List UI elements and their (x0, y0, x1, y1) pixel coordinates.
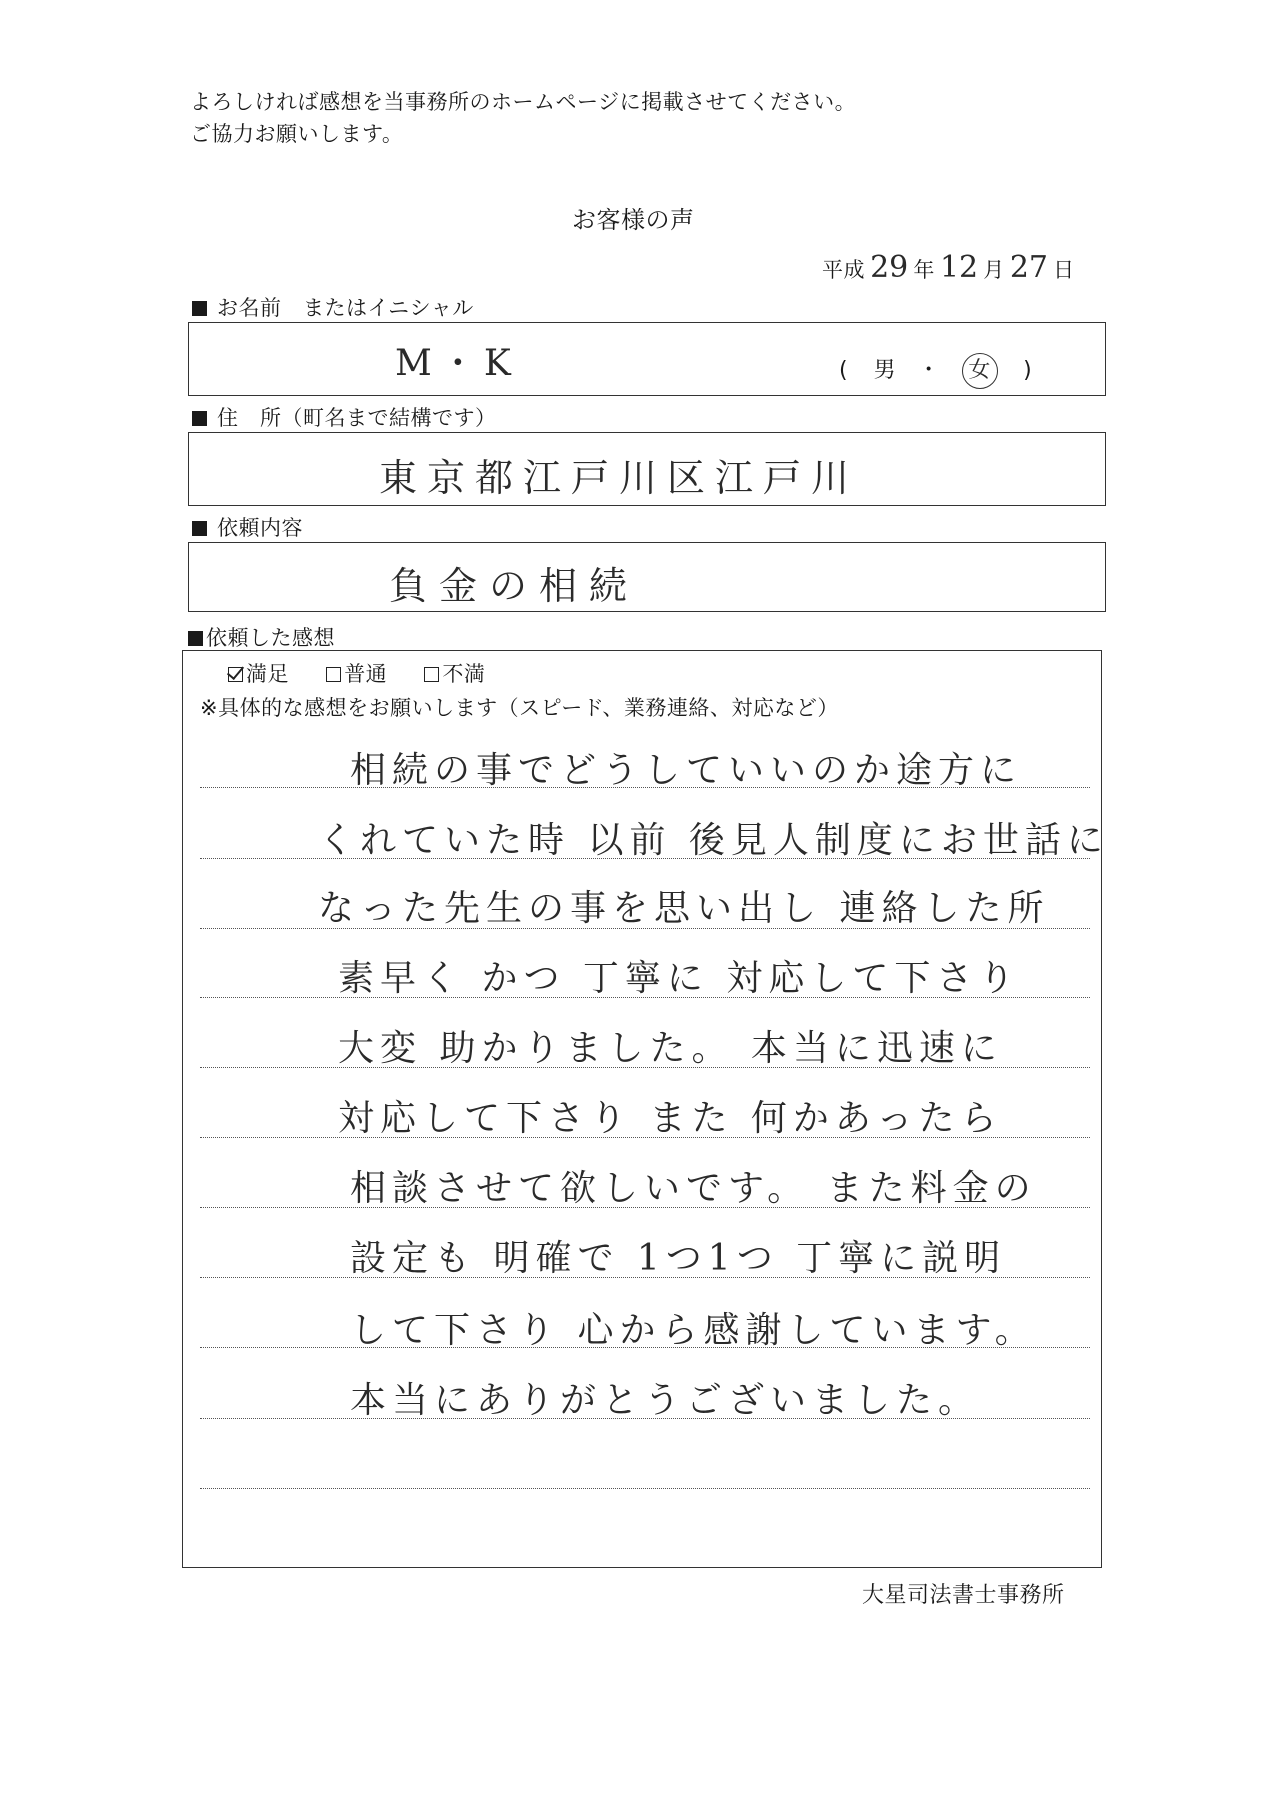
dotted-rule (200, 858, 1090, 859)
gender-male: 男 (873, 358, 897, 383)
option-satisfied[interactable]: 満足 (228, 662, 289, 686)
date-month: 12 (939, 250, 979, 285)
date-day: 27 (1009, 250, 1049, 285)
impression-instruction: ※具体的な感想をお願いします（スピード、業務連絡、対応など） (200, 696, 839, 720)
address-value: 東京都江戸川区江戸川 (379, 456, 860, 500)
address-box (188, 432, 1106, 506)
dotted-rule (200, 1137, 1090, 1138)
dotted-rule (200, 787, 1090, 788)
option-unsatisfied[interactable]: 不満 (424, 662, 485, 686)
dotted-rule (200, 1347, 1090, 1348)
gender-selector: ( 男 ・ 女 ) (839, 353, 1032, 389)
dotted-rule (200, 1418, 1090, 1419)
name-box (188, 322, 1106, 396)
request-content-label: 依頼内容 (192, 512, 303, 542)
request-line-1: よろしければ感想を当事務所のホームページに掲載させてください。 (190, 90, 857, 114)
impression-line: 素早く かつ 丁寧に 対応して下さり (338, 958, 1021, 999)
request-line-2: ご協力お願いします。 (190, 122, 404, 146)
checkbox-icon[interactable] (424, 667, 439, 682)
square-bullet-icon (192, 411, 207, 426)
office-name: 大星司法書士事務所 (862, 1583, 1065, 1608)
impression-line: 相談させて欲しいです。 また料金の (350, 1168, 1037, 1209)
option-normal[interactable]: 普通 (326, 662, 387, 686)
square-bullet-icon (192, 301, 207, 316)
checkbox-icon[interactable] (326, 667, 341, 682)
date-day-unit: 日 (1053, 258, 1075, 282)
impression-line: 対応して下さり また 何かあったら (338, 1098, 1003, 1139)
name-value: M・K (395, 343, 519, 384)
date (822, 250, 1075, 285)
dotted-rule (200, 1207, 1090, 1208)
gender-female-circled: 女 (962, 353, 998, 389)
date-year: 29 (870, 250, 909, 285)
impression-label: 依頼した感想 (188, 622, 335, 652)
request-content-value: 負金の相続 (389, 564, 640, 608)
dotted-rule (200, 1067, 1090, 1068)
date-year-unit: 年 (913, 258, 935, 282)
page-title: お客様の声 (572, 206, 695, 234)
impression-line: 大変 助かりました。 本当に迅速に (338, 1028, 1003, 1069)
impression-line: くれていた時 以前 後見人制度にお世話に (318, 820, 1109, 861)
satisfaction-options (228, 658, 485, 688)
square-bullet-icon (192, 521, 207, 536)
impression-line: なった先生の事を思い出し 連絡した所 (318, 888, 1050, 929)
address-label: 住 所（町名まで結構です） (192, 402, 497, 432)
date-month-unit: 月 (983, 258, 1005, 282)
square-bullet-icon (188, 631, 203, 646)
name-label: お名前 またはイニシャル (192, 292, 474, 322)
impression-line: して下さり 心から感謝しています。 (350, 1310, 1037, 1351)
request-content-box (188, 542, 1106, 612)
impression-line: 本当にありがとうございました。 (350, 1380, 981, 1421)
checkbox-checked-icon[interactable] (228, 667, 243, 682)
date-era: 平成 (822, 258, 865, 282)
impression-line: 相続の事でどうしていいのか途方に (350, 750, 1023, 791)
dotted-rule (200, 1488, 1090, 1489)
dotted-rule (200, 997, 1090, 998)
impression-line: 設定も 明確で 1つ1つ 丁寧に説明 (350, 1238, 1007, 1279)
dotted-rule (200, 1277, 1090, 1278)
dotted-rule (200, 928, 1090, 929)
